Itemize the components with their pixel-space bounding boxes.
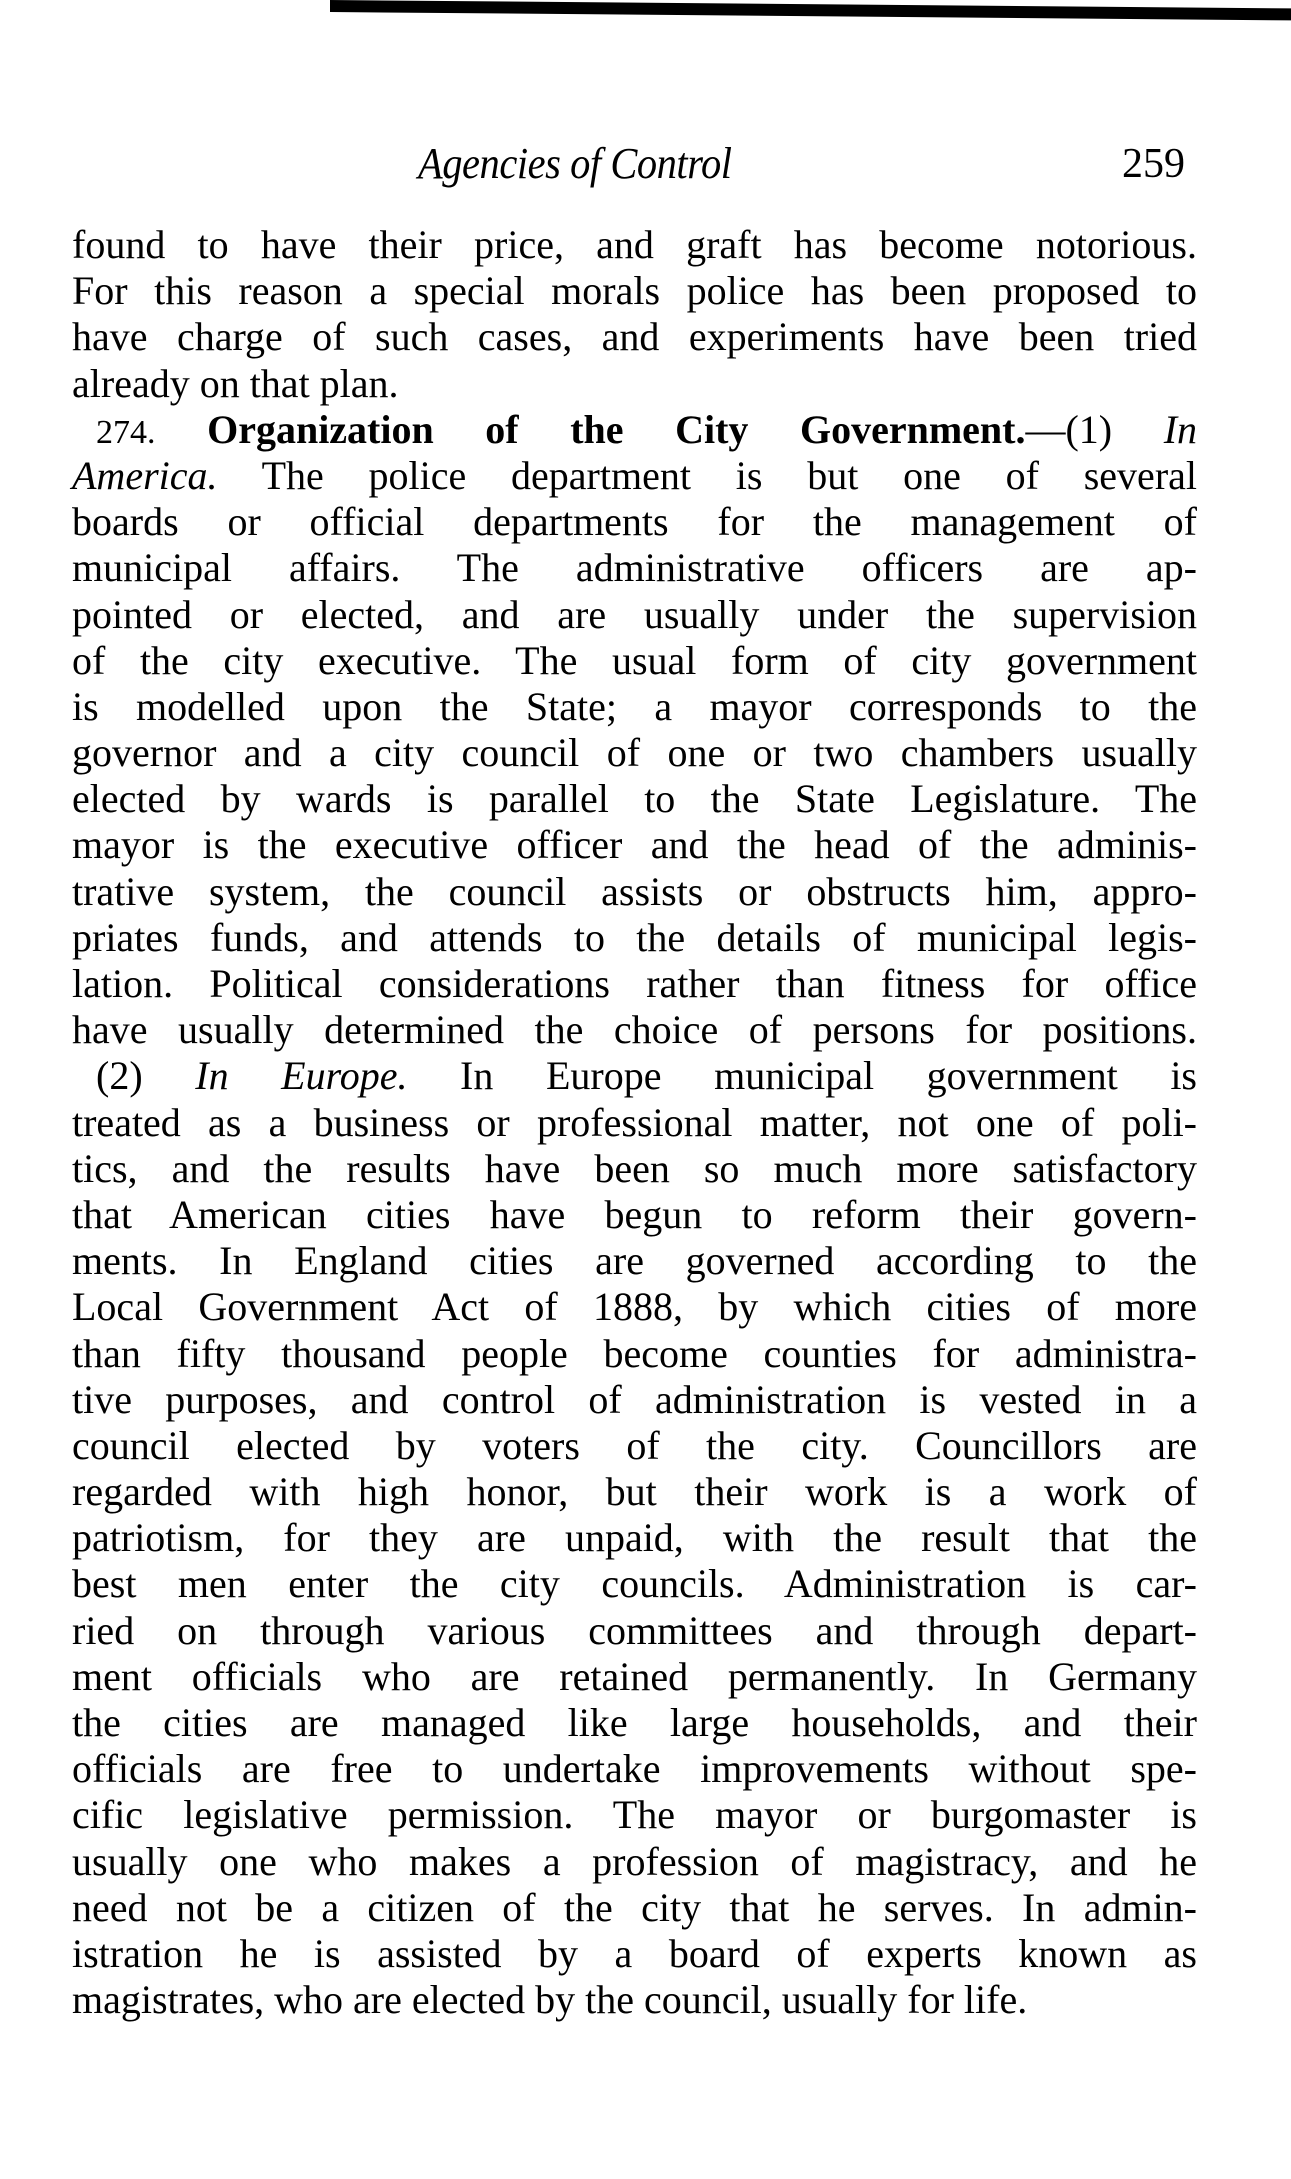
text-line: trative system, the council assists or obstructs him, appro- bbox=[72, 868, 1197, 914]
text-line: mayor is the executive officer and the head of the adminis- bbox=[72, 822, 1197, 868]
text-line bbox=[72, 453, 1197, 499]
subsection-2-label: In Europe. bbox=[195, 1053, 408, 1099]
text-line: elected by wards is parallel to the State Legislature. The bbox=[72, 776, 1197, 822]
text-line: ried on through various committees and through depart- bbox=[72, 1607, 1197, 1653]
text-line: patriotism, for they are unpaid, with the result that the bbox=[72, 1515, 1197, 1561]
subsection-1-text: The police department is but one of several bbox=[217, 452, 1197, 498]
text-line: council elected by voters of the city. Councillors are bbox=[72, 1422, 1197, 1468]
subsection-2-marker: (2) bbox=[96, 1053, 143, 1099]
text-line: pointed or elected, and are usually under the supervision bbox=[72, 591, 1197, 637]
text-line: boards or official departments for the management of bbox=[72, 499, 1197, 545]
text-line: regarded with high honor, but their work is a work of bbox=[72, 1469, 1197, 1515]
text-line: found to have their price, and graft has become notorious. bbox=[72, 222, 1197, 267]
text-line: usually one who makes a profession of magistracy, and he bbox=[72, 1838, 1197, 1884]
text-line: priates funds, and attends to the details of municipal legis- bbox=[72, 914, 1197, 960]
body-text bbox=[72, 222, 1197, 2023]
subsection-2-text: In Europe municipal government is bbox=[407, 1053, 1198, 1099]
text-line: cific legislative permission. The mayor or burgomaster is bbox=[72, 1792, 1197, 1838]
text-line: For this reason a special morals police has been proposed to bbox=[72, 268, 1197, 314]
text-line: already on that plan. bbox=[72, 360, 399, 406]
text-line: ment officials who are retained permanently. In Germany bbox=[72, 1653, 1197, 1699]
section-number: 274. bbox=[96, 413, 156, 451]
text-line: need not be a citizen of the city that he serves. In admin- bbox=[72, 1884, 1197, 1930]
text-line: lation. Political considerations rather than fitness for office bbox=[72, 961, 1197, 1006]
text-line: istration he is assisted by a board of experts known as bbox=[72, 1930, 1197, 1976]
text-line: Local Government Act of 1888, by which cities of more bbox=[72, 1284, 1197, 1330]
text-line: the cities are managed like large households, and their bbox=[72, 1700, 1197, 1745]
page-number: 259 bbox=[1122, 141, 1185, 187]
section-dash: — bbox=[1025, 406, 1066, 452]
page-header bbox=[0, 138, 1291, 198]
text-line: than fifty thousand people become counties for administra- bbox=[72, 1330, 1197, 1376]
text-line: municipal affairs. The administrative officers are ap- bbox=[72, 545, 1197, 591]
subsection-1-label-cont: America. bbox=[72, 452, 218, 498]
text-line: magistrates, who are elected by the council, usually for life. bbox=[72, 1977, 1028, 2023]
section-heading-line bbox=[72, 407, 1197, 453]
text-line: ments. In England cities are governed according to the bbox=[72, 1238, 1197, 1284]
text-line: tics, and the results have been so much more satisfactory bbox=[72, 1145, 1197, 1191]
section-title: Organization of the City Government. bbox=[207, 406, 1026, 452]
subsection-2-line bbox=[72, 1053, 1197, 1099]
text-line: have usually determined the choice of persons for positions. bbox=[72, 1007, 1197, 1053]
text-line: of the city executive. The usual form of city government bbox=[72, 637, 1197, 683]
text-line: tive purposes, and control of administration is vested in a bbox=[72, 1376, 1197, 1422]
running-title: Agencies of Control bbox=[418, 139, 732, 188]
text-line: have charge of such cases, and experiments have been tried bbox=[72, 314, 1197, 360]
text-line: best men enter the city councils. Administration is car- bbox=[72, 1561, 1197, 1607]
text-line: governor and a city council of one or two chambers usually bbox=[72, 730, 1197, 776]
scan-edge-shadow bbox=[330, 0, 1291, 20]
subsection-1-marker: (1) bbox=[1065, 406, 1113, 452]
text-line: that American cities have begun to reform their govern- bbox=[72, 1191, 1197, 1237]
subsection-1-label: In bbox=[1163, 406, 1198, 452]
text-line: treated as a business or professional matter, not one of poli- bbox=[72, 1099, 1197, 1145]
text-line: is modelled upon the State; a mayor corresponds to the bbox=[72, 683, 1197, 729]
text-line: officials are free to undertake improvements without spe- bbox=[72, 1746, 1197, 1792]
